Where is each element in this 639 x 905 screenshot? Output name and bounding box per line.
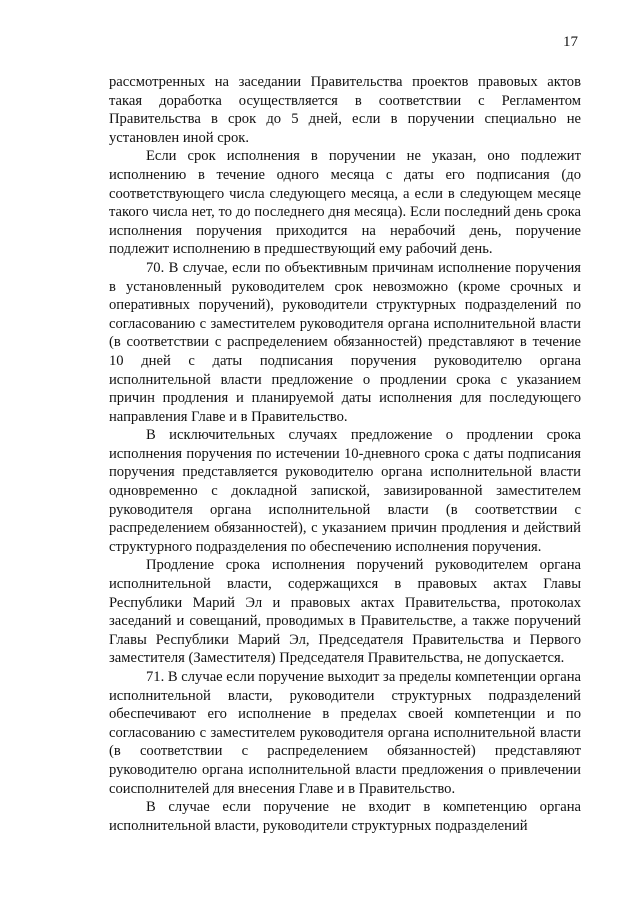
paragraph-item-71: 71. В случае если поручение выходит за пределы компетенции органа исполнительной власти, руководители структурных подразделений обеспечивают его исполнение в пределах своей компетенции и по согласованию с заместителем руководителя органа исполнительной власти (в соответствии с распределением обязанностей) представляют руководителю органа исполнительной власти предложения о привлечении соисполнителей для внесения Главе и в Правительство. — [109, 669, 581, 797]
paragraph-continuation: рассмотренных на заседании Правительства проектов правовых актов такая доработка осуществляется в соответствии с Регламентом Правительства в срок до 5 дней, если в поручении специально не установлен иной срок. — [109, 74, 581, 146]
document-body — [109, 73, 581, 835]
paragraph-deadline-default: Если срок исполнения в поручении не указан, оно подлежит исполнению в течение одного месяца с даты его подписания (до соответствующего числа следующего месяца, а если в следующем месяце такого числа нет, то до последнего дня месяца). Если последний день срока исполнения поручения приходится на нерабочий день, поручение подлежит исполнению в предшествующий ему рабочий день. — [109, 148, 581, 258]
paragraph-exceptional-cases: В исключительных случаях предложение о продлении срока исполнения поручения по истечении 10-дневного срока с даты подписания поручения представляется руководителю органа исполнительной власти одновременно с докладной запиской, завизированной заместителем руководителя органа исполнительной власти (в соответствии с распределением обязанностей), с указанием причин продления и действий структурного подразделения по обеспечению исполнения поручения. — [109, 427, 581, 555]
paragraph-item-70: 70. В случае, если по объективным причинам исполнение поручения в установленный руководителем срок невозможно (кроме срочных и оперативных поручений), руководители структурных подразделений по согласованию с заместителем руководителя органа исполнительной власти (в соответствии с распределением обязанностей) представляют в течение 10 дней с даты подписания поручения руководителю органа исполнительной власти предложение о продлении срока с указанием причин продления и планируемой даты исполнения для последующего направления Главе и в Правительство. — [109, 259, 581, 425]
paragraph-extension-prohibited: Продление срока исполнения поручений руководителем органа исполнительной власти, содержащихся в правовых актах Главы Республики Марий Эл и правовых актах Правительства, протоколах заседаний и совещаний, проводимых в Правительстве, а также поручений Главы Республики Марий Эл, Председателя Правительства и Первого заместителя (Заместителя) Председателя Правительства, не допускается. — [109, 557, 581, 667]
paragraph-outside-competence: В случае если поручение не входит в компетенцию органа исполнительной власти, руководители структурных подразделений — [109, 799, 581, 834]
page-number: 17 — [563, 34, 578, 50]
